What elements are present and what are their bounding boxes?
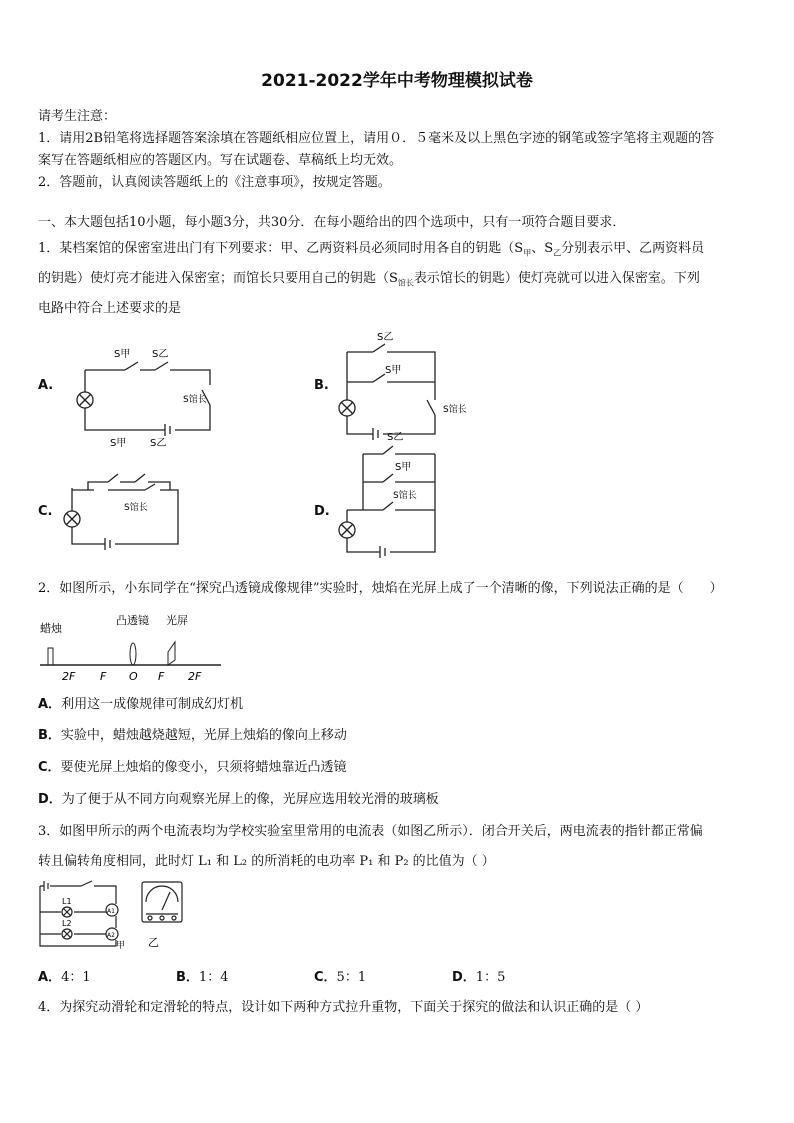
switch-label: S甲 — [110, 438, 127, 449]
switch-label: S馆长 — [393, 491, 417, 501]
axis-tick-label: F — [158, 670, 165, 683]
figure-label: 甲 — [116, 941, 126, 951]
q3-option-d: D．1：5 — [452, 970, 506, 985]
circuit-a-diagram — [70, 340, 230, 440]
switch-label: S乙 — [150, 438, 167, 449]
candle-label: 蜡烛 — [40, 622, 62, 635]
ammeter-device-diagram — [138, 880, 188, 950]
page-title: 2021-2022学年中考物理模拟试卷 — [261, 71, 533, 91]
lens-experiment-diagram — [38, 610, 223, 685]
q2-stem: 2．如图所示，小东同学在“探究凸透镜成像规律”实验时，烛焰在光屏上成了一个清晰的像，下列说法正确的是（ ） — [38, 581, 723, 596]
q4-stem: 4．为探究动滑轮和定滑轮的特点，设计如下两种方式拉升重物，下面关于探究的做法和认识正确的是（ ） — [38, 1000, 649, 1015]
section-heading: 一、本大题包括10小题，每小题3分，共30分．在每小题给出的四个选项中，只有一项符合题目要求． — [38, 215, 626, 230]
lens-label: 凸透镜 — [116, 614, 149, 627]
q2-option-a: A．利用这一成像规律可制成幻灯机 — [38, 697, 244, 712]
circuit-d-diagram — [335, 426, 460, 558]
q3-option-c: C．5：1 — [314, 970, 367, 985]
switch-label: S乙 — [152, 349, 169, 360]
lamp-label: L1 — [62, 897, 72, 906]
q1-option-d-label: D. — [314, 504, 330, 519]
switch-label: S馆长 — [124, 503, 148, 513]
q3-option-a: A．4：1 — [38, 970, 91, 985]
q2-option-c: C．要使光屏上烛焰的像变小，只须将蜡烛靠近凸透镜 — [38, 760, 347, 775]
axis-tick-label: 2F — [188, 670, 202, 683]
circuit-c-diagram — [60, 432, 190, 552]
axis-tick-label: F — [100, 670, 107, 683]
q1-stem-line: 的钥匙）使灯亮才能进入保密室；而馆长只要用自己的钥匙（$S_{馆长}$表示馆长的钥匙）使灯亮就可以进入保密室。下列 — [38, 271, 700, 288]
q1-option-c-label: C. — [38, 504, 53, 519]
q3-option-b: B．1：4 — [176, 970, 229, 985]
lamp-label: L2 — [62, 919, 72, 928]
switch-label: S甲 — [385, 365, 402, 376]
axis-tick-label: 2F — [62, 670, 76, 683]
notice-heading: 请考生注意： — [38, 109, 117, 124]
ammeter-label: A2 — [107, 932, 115, 939]
switch-label: S甲 — [395, 462, 412, 473]
screen-label: 光屏 — [166, 614, 188, 627]
figure-label: 乙 — [148, 936, 159, 949]
switch-label: S乙 — [377, 332, 394, 343]
switch-label: S馆长 — [443, 405, 467, 415]
notice-item: 1．请用2B铅笔将选择题答案涂填在答题纸相应位置上，请用０．５毫米及以上黑色字迹的钢笔或签字笔将主观题的答 — [38, 131, 715, 146]
q1-stem-line: 1．某档案馆的保密室进出门有下列要求：甲、乙两资料员必须同时用各自的钥匙（$S_甲$、$S_乙$分别表示甲、乙两资料员 — [38, 241, 705, 258]
q1-option-b-label: B. — [314, 378, 329, 393]
q3-stem-line: 3．如图甲所示的两个电流表均为学校实验室里常用的电流表（如图乙所示）．闭合开关后，两电流表的指针都正常偏 — [38, 824, 703, 839]
switch-label: S乙 — [387, 432, 404, 443]
q2-option-b: B．实验中，蜡烛越烧越短，光屏上烛焰的像向上移动 — [38, 728, 347, 743]
q1-stem-line: 电路中符合上述要求的是 — [38, 301, 182, 316]
notice-item: 2．答题前，认真阅读答题纸上的《注意事项》，按规定答题。 — [38, 175, 391, 190]
q3-stem-line: 转且偏转角度相同，此时灯 L₁ 和 L₂ 的所消耗的电功率 P₁ 和 P₂ 的比值为（ ） — [38, 854, 495, 869]
q1-option-a-label: A. — [38, 378, 54, 393]
q2-option-d: D．为了便于从不同方向观察光屏上的像，光屏应选用较光滑的玻璃板 — [38, 792, 439, 807]
notice-item: 案写在答题纸相应的答题区内。写在试题卷、草稿纸上均无效。 — [38, 153, 403, 168]
switch-label: S馆长 — [183, 395, 207, 405]
ammeter-label: A1 — [107, 908, 115, 915]
axis-tick-label: O — [129, 670, 138, 683]
switch-label: S甲 — [114, 349, 131, 360]
ammeter-circuit-diagram — [36, 878, 124, 950]
